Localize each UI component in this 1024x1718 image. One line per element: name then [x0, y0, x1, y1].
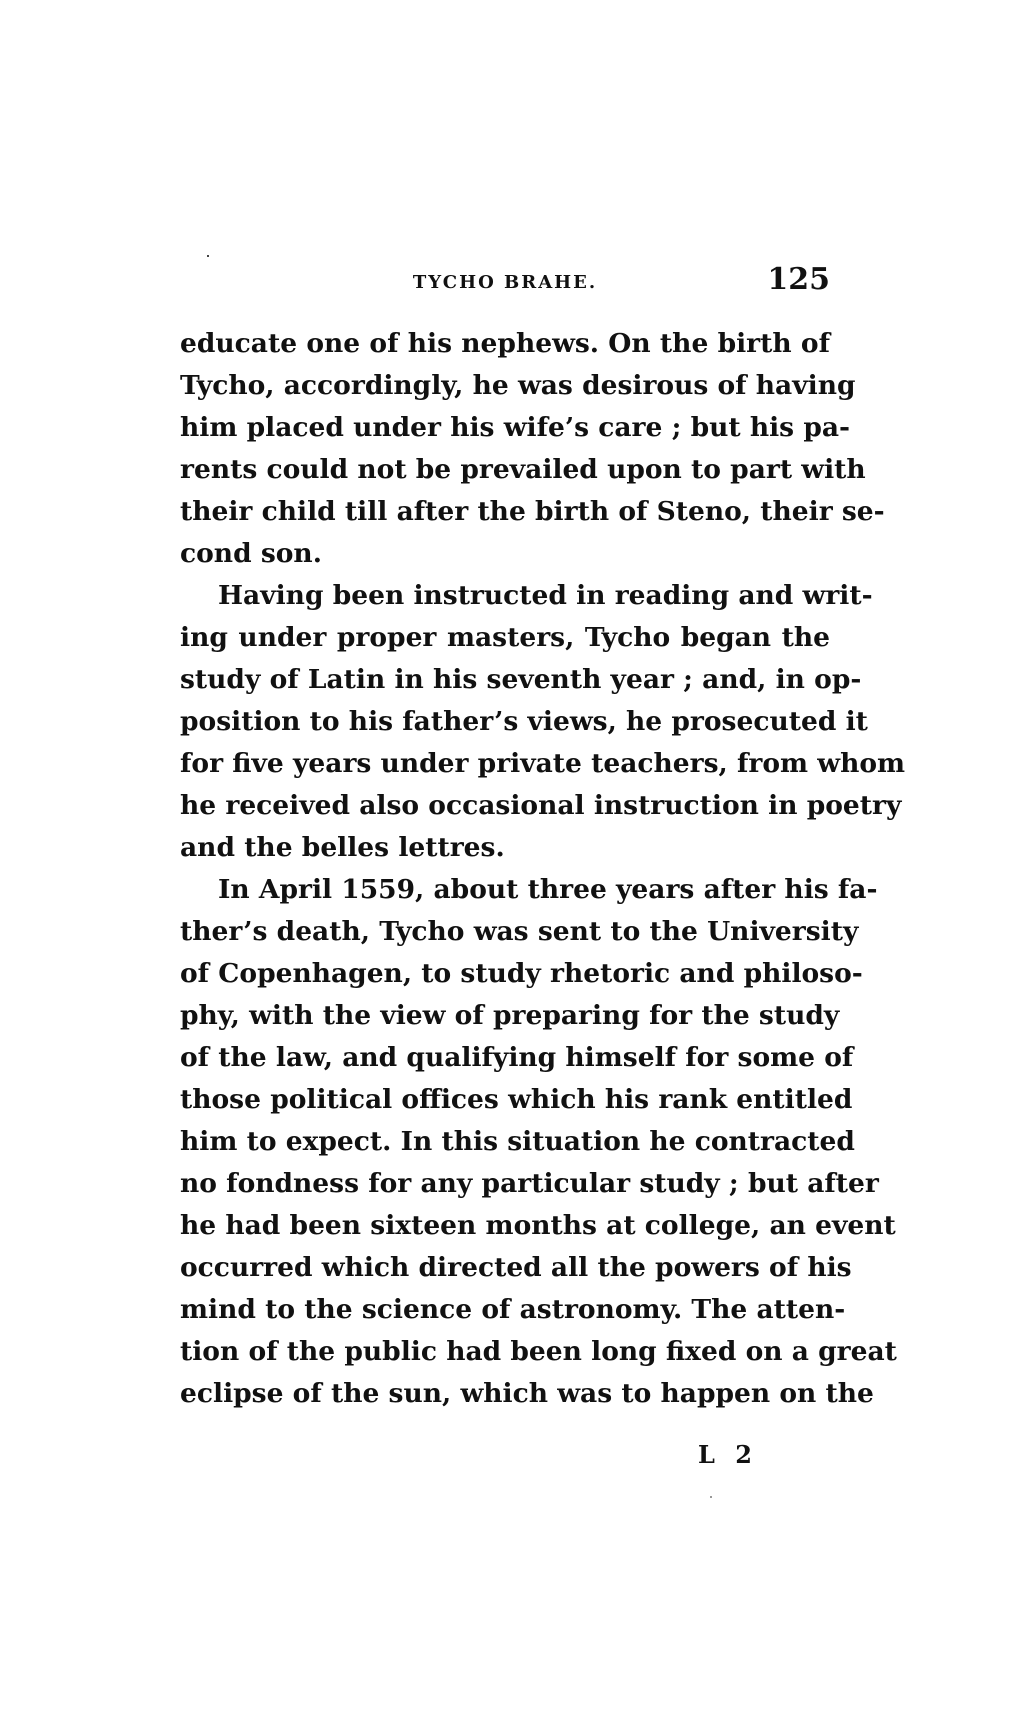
text-line: him placed under his wife’s care ; but his pa- — [180, 412, 851, 443]
running-title: TYCHO BRAHE. — [412, 272, 598, 293]
text-line: and the belles lettres. — [180, 832, 505, 863]
text-line: position to his father’s views, he prosecuted it — [180, 706, 868, 737]
body-text — [180, 323, 906, 1415]
text-line: occurred which directed all the powers of his — [180, 1252, 852, 1283]
text-line: he received also occasional instruction in poetry — [180, 790, 902, 821]
print-speck — [710, 1496, 712, 1498]
text-line: for five years under private teachers, from whom — [180, 748, 906, 779]
text-line: In April 1559, about three years after his fa- — [218, 874, 878, 905]
text-line: eclipse of the sun, which was to happen on the — [180, 1378, 874, 1409]
print-speck — [207, 255, 209, 257]
signature-mark: L 2 — [698, 1440, 758, 1469]
text-line: tion of the public had been long fixed on a great — [180, 1336, 897, 1367]
text-line: study of Latin in his seventh year ; and, in op- — [180, 664, 862, 695]
text-line: of the law, and qualifying himself for some of — [180, 1042, 854, 1073]
text-line: educate one of his nephews. On the birth of — [180, 328, 830, 359]
text-line: of Copenhagen, to study rhetoric and philoso- — [180, 958, 863, 989]
running-head — [180, 262, 830, 302]
text-line: cond son. — [180, 538, 322, 569]
text-line: ther’s death, Tycho was sent to the University — [180, 916, 859, 947]
text-line: mind to the science of astronomy. The atten- — [180, 1294, 846, 1325]
text-line: no fondness for any particular study ; but after — [180, 1168, 879, 1199]
page-number: 125 — [767, 262, 830, 297]
text-line: ing under proper masters, Tycho began the — [180, 622, 830, 653]
text-line: rents could not be prevailed upon to part with — [180, 454, 866, 485]
text-line: him to expect. In this situation he contracted — [180, 1126, 855, 1157]
text-line: Tycho, accordingly, he was desirous of having — [180, 370, 856, 401]
text-line: Having been instructed in reading and writ- — [218, 580, 873, 611]
text-line: their child till after the birth of Steno, their se- — [180, 496, 885, 527]
text-line: phy, with the view of preparing for the study — [180, 1000, 840, 1031]
text-line: those political offices which his rank entitled — [180, 1084, 853, 1115]
text-line: he had been sixteen months at college, an event — [180, 1210, 896, 1241]
